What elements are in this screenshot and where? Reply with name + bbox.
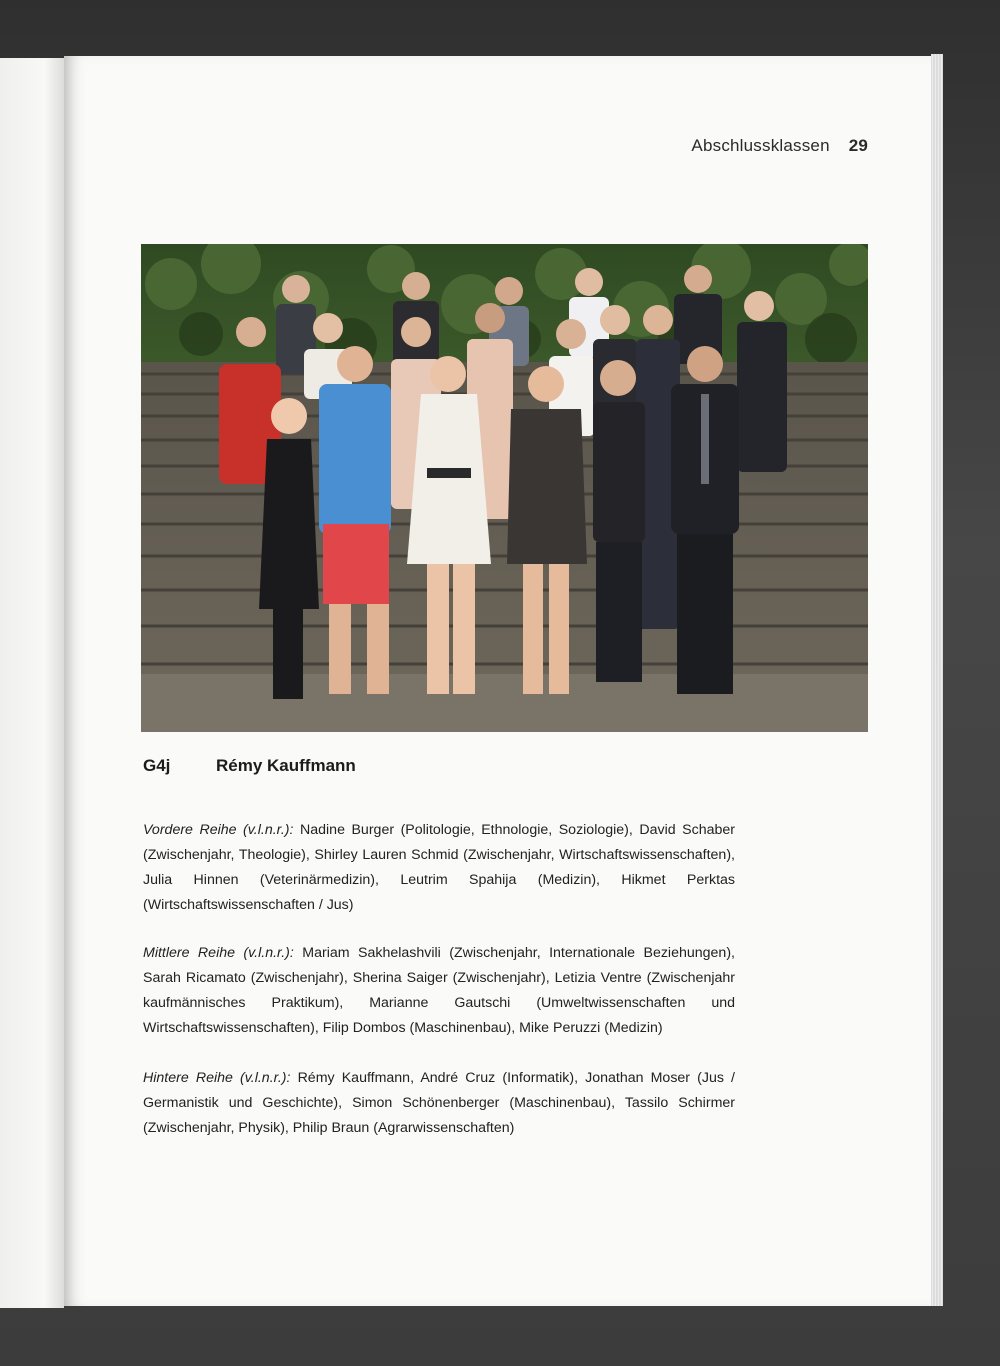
- middle-row-names: Mariam Sakhelashvili (Zwischenjahr, Internationale Beziehungen), Sarah Ricamato (Zwischenjahr), Sherina Saiger (Zwischenjahr), Letizia Ventre (Zwischenjahr kaufmännisches Praktikum), Marianne Gautschi (Umweltwissenschaften und Wirtschaftswissenschaften), Filip Dombos (Maschinenbau), Mike Peruzzi (Medizin): [143, 945, 735, 1036]
- class-code: G4j: [143, 756, 171, 775]
- photo-illustration: [141, 244, 868, 732]
- page-stack-edge: [931, 54, 943, 1306]
- middle-row-label: Mittlere Reihe (v.l.n.r.):: [143, 945, 294, 961]
- class-teacher: Rémy Kauffmann: [216, 756, 356, 775]
- back-row-label: Hintere Reihe (v.l.n.r.):: [143, 1070, 291, 1086]
- section-title: Abschlussklassen: [691, 136, 830, 155]
- back-row-names: Rémy Kauffmann, André Cruz (Informatik), Jonathan Moser (Jus / Germanistik und Geschichte), Simon Schönenberger (Maschinenbau), Tassilo Schirmer (Zwischenjahr, Physik), Philip Braun (Agrarwissenschaften): [143, 1070, 735, 1136]
- middle-row-paragraph: [143, 941, 735, 1041]
- book-page: [64, 56, 934, 1306]
- front-row-paragraph: [143, 818, 735, 918]
- front-row-names: Nadine Burger (Politologie, Ethnologie, Soziologie), David Schaber (Zwischenjahr, Theologie), Shirley Lauren Schmid (Zwischenjahr, Wirtschaftswissenschaften), Julia Hinnen (Veterinärmedizin), Leutrim Spahija (Medizin), Hikmet Perktas (Wirtschaftswissenschaften / Jus): [143, 822, 735, 913]
- left-page-edge: [0, 58, 64, 1308]
- class-group-photo: [141, 244, 868, 732]
- page-number: 29: [848, 136, 868, 155]
- front-row-label: Vordere Reihe (v.l.n.r.):: [143, 822, 294, 838]
- back-row-paragraph: [143, 1066, 735, 1141]
- running-header: [691, 136, 868, 156]
